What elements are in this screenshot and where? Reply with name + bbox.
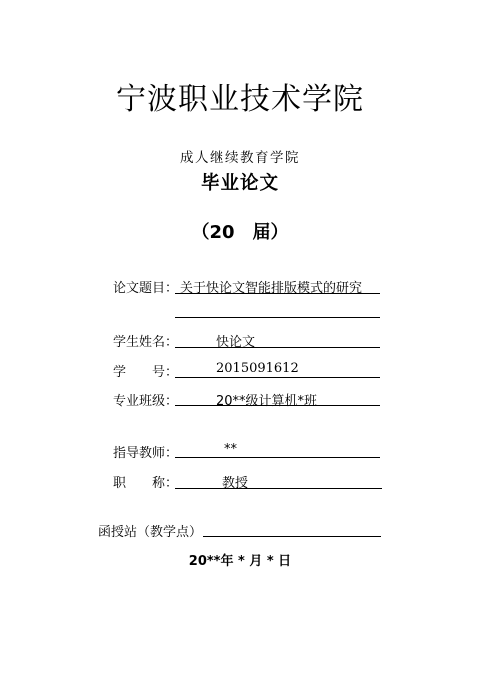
- rank-value: 教授: [222, 476, 249, 491]
- major-class-label: 专业班级：: [113, 394, 179, 409]
- university-name: 宁波职业技术学院: [116, 82, 364, 117]
- thesis-title-underline-2: [175, 317, 380, 318]
- student-id-underline: [175, 377, 380, 378]
- graduation-session: （20 届）: [191, 222, 289, 243]
- student-name-value: 快论文: [216, 335, 256, 350]
- major-class-underline: [175, 405, 380, 406]
- thesis-title-value: 关于快论文智能排版模式的研究: [180, 281, 363, 296]
- submission-date: 20**年 * 月 * 日: [188, 554, 292, 569]
- station-underline: [203, 536, 381, 537]
- thesis-title-label: 论文题目：: [113, 281, 179, 296]
- thesis-title-underline-1: [175, 293, 380, 294]
- student-id-value: 2015091612: [216, 361, 299, 376]
- student-name-underline: [175, 347, 380, 348]
- station-label: 函授站（教学点）: [98, 525, 203, 540]
- student-id-label: 学 号：: [113, 365, 179, 380]
- rank-underline: [175, 488, 382, 489]
- advisor-value: **: [224, 442, 237, 457]
- college-name: 成人继续教育学院: [180, 150, 300, 166]
- document-type: 毕业论文: [200, 173, 279, 194]
- major-class-value: 20**级计算机*班: [216, 394, 318, 409]
- rank-label: 职 称：: [113, 476, 179, 491]
- student-name-label: 学生姓名：: [113, 335, 179, 350]
- advisor-underline: [175, 457, 380, 458]
- advisor-label: 指导教师：: [113, 446, 179, 461]
